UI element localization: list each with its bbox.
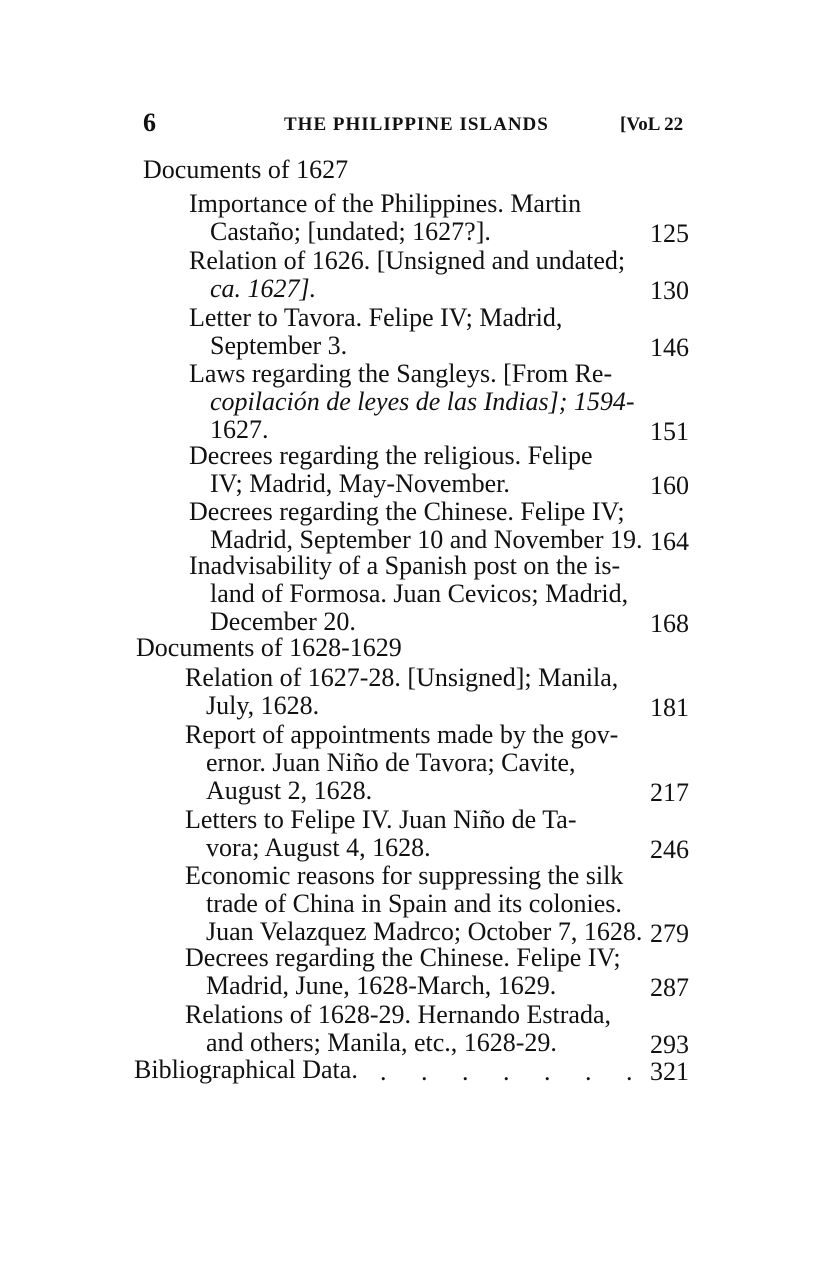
toc-page-number: 181 xyxy=(650,693,689,722)
toc-page-number: 287 xyxy=(650,973,689,1002)
toc-page-number: 125 xyxy=(650,219,689,248)
toc-entry-line: Decrees regarding the religious. Felipe xyxy=(189,441,593,470)
toc-page-number: 146 xyxy=(650,333,689,362)
toc-entry-line: Inadvisability of a Spanish post on the is- xyxy=(189,551,621,580)
toc-entry-line: Importance of the Philippines. Martin xyxy=(189,189,582,218)
toc-page-number: 164 xyxy=(650,527,689,556)
toc-page-number: 160 xyxy=(650,471,689,500)
toc-entry-line: July, 1628. xyxy=(206,691,320,720)
toc-page-number: 168 xyxy=(650,609,689,638)
toc-entry-line: copilación de leyes de las Indias]; 1594- xyxy=(210,387,635,416)
toc-entry-line: IV; Madrid, May-November. xyxy=(210,469,510,498)
book-title: THE PHILIPPINE ISLANDS xyxy=(284,114,549,135)
toc-page-number: 321 xyxy=(650,1057,689,1086)
toc-entry-line: Castaño; [undated; 1627?]. xyxy=(210,217,491,246)
toc-entry-line: Letter to Tavora. Felipe IV; Madrid, xyxy=(189,303,563,332)
toc-entry-line: ca. 1627]. xyxy=(210,274,317,303)
toc-page-number: 246 xyxy=(650,835,689,864)
toc-entry-line: trade of China in Spain and its colonies. xyxy=(206,889,622,918)
toc-entry-line: vora; August 4, 1628. xyxy=(206,833,431,862)
section-heading: Bibliographical Data. xyxy=(134,1055,358,1084)
section-heading: Documents of 1627 xyxy=(143,155,349,184)
toc-entry-line: Report of appointments made by the gov- xyxy=(185,720,619,749)
toc-page-number: 293 xyxy=(650,1030,689,1059)
toc-entry-line: Economic reasons for suppressing the silk xyxy=(185,861,624,890)
volume-label: [VoL 22 xyxy=(620,114,684,135)
toc-entry-line: Relation of 1626. [Unsigned and undated; xyxy=(189,246,626,275)
toc-page-number: 217 xyxy=(650,778,689,807)
toc-entry-line: Madrid, September 10 and November 19. xyxy=(210,525,643,554)
toc-entry-line: Relations of 1628-29. Hernando Estrada, xyxy=(185,1000,612,1029)
toc-entry-line: and others; Manila, etc., 1628-29. xyxy=(206,1028,557,1057)
page-number: 6 xyxy=(143,108,156,137)
toc-entry-line: land of Formosa. Juan Cevicos; Madrid, xyxy=(210,579,629,608)
toc-entry-line: Decrees regarding the Chinese. Felipe IV; xyxy=(189,497,625,526)
running-header xyxy=(0,108,824,144)
dot-leader: . . . . . . . xyxy=(380,1057,647,1086)
toc-entry-line: August 2, 1628. xyxy=(206,776,373,805)
toc-entry-line: Madrid, June, 1628-March, 1629. xyxy=(206,971,557,1000)
section-heading: Documents of 1628-1629 xyxy=(136,633,402,662)
toc-entry-line: Laws regarding the Sangleys. [From Re- xyxy=(189,359,613,388)
toc-page-number: 151 xyxy=(650,417,689,446)
toc-entry-line: December 20. xyxy=(210,607,356,636)
toc-entry-line: Juan Velazquez Madrco; October 7, 1628. xyxy=(206,917,643,946)
toc-entry-line: ernor. Juan Niño de Tavora; Cavite, xyxy=(206,748,576,777)
toc-entry-line: Relation of 1627-28. [Unsigned]; Manila, xyxy=(185,663,619,692)
toc-page-number: 130 xyxy=(650,276,689,305)
toc-page-number: 279 xyxy=(650,919,689,948)
toc-entry-line: Decrees regarding the Chinese. Felipe IV; xyxy=(185,943,621,972)
toc-entry-line: 1627. xyxy=(210,415,269,444)
toc-entry-line: Letters to Felipe IV. Juan Niño de Ta- xyxy=(185,805,577,834)
toc-entry-line: September 3. xyxy=(210,331,348,360)
